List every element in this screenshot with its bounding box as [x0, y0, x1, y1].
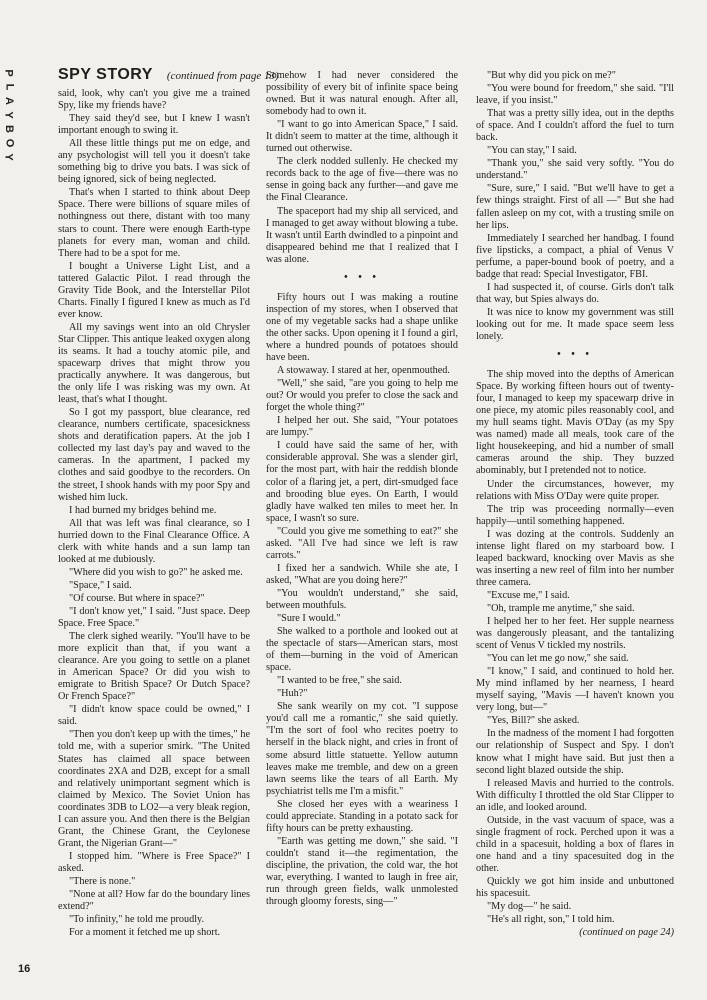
paragraph: "I don't know yet," I said. "Just space. Deep Space. Free Space.": [58, 605, 250, 630]
paragraph: "Well," she said, "are you going to help me out? Or would you prefer to close the sack and forget the whole thing?": [266, 378, 458, 414]
paragraph: She closed her eyes with a weariness I could appreciate. Standing in a potato sack for fifty hours can be pretty exhausting.: [266, 798, 458, 834]
paragraph: The clerk sighed wearily. "You'll have to be more explicit than that, if you want a clearance. Are you going to settle on a planet in American Space? Or did you wish to emigrate to British Space? Or Dutch Space? Or French Space?": [58, 631, 250, 703]
paragraph: "Could you give me something to eat?" she asked. "All I've had since we left is raw carrots.": [266, 525, 458, 561]
paragraph: "Thank you," she said very softly. "You do understand.": [476, 158, 674, 182]
paragraph: "Sure, sure," I said. "But we'll have to get a few things straight. First of all —" But she had fallen asleep on my cot, with a trusting smile on her lips.: [476, 183, 674, 231]
paragraph: "I didn't know space could be owned," I said.: [58, 704, 250, 728]
magazine-letter: Y: [3, 111, 15, 119]
text-column-2: [266, 70, 458, 909]
text-column-1: [58, 88, 250, 940]
paragraph: I helped her to her feet. Her supple nearness was dangerously pleasant, and the tantalizing scent of Venus V tickled my nostrils.: [476, 616, 674, 652]
paragraph: "To infinity," he told me proudly.: [69, 914, 205, 926]
paragraph: All these little things put me on edge, and any psychologist will tell you it doesn't take something big to drive you bats. I was sick of being ignored, sick of being neglected.: [58, 138, 250, 186]
paragraph: "You were bound for freedom," she said. "I'll leave, if you insist.": [476, 83, 674, 107]
paragraph: For a moment it fetched me up short.: [69, 927, 221, 939]
paragraph: "I wanted to be free," she said.: [277, 675, 402, 687]
paragraph: "You can let me go now," she said.: [487, 653, 629, 665]
paragraph: "Where did you wish to go?" he asked me.: [69, 566, 243, 578]
paragraph: The trip was proceeding normally—even happily—until something happened.: [476, 503, 674, 527]
magazine-letter: Y: [3, 153, 15, 161]
paragraph: A stowaway. I stared at her, openmouthed.: [277, 365, 450, 377]
magazine-letter: O: [3, 138, 15, 148]
continued-from-note: (continued from page 13): [166, 70, 279, 82]
paragraph: So I got my passport, blue clearance, red clearance, numbers certificate, spacesickness shots and deratification papers. At the job I collected my last day's pay and waved to the cameras. In the apartment, I packed my clothes and said goodbye to the recorders. On the street, I shook hands with my poor Spy and wished him luck.: [58, 407, 250, 503]
page-number: 16: [18, 963, 31, 975]
magazine-name-vertical: [2, 66, 16, 164]
paragraph: "Yes, Bill?" she asked.: [487, 715, 580, 727]
paragraph: Under the circumstances, however, my relations with Miss O'Day were quite proper.: [476, 478, 674, 502]
text-column-3: [476, 70, 674, 940]
paragraph: I could have said the same of her, with considerable approval. She was a slender girl, for the most part, with hair the reddish blonde color of a flaring jet, a pert, dirt-smudged face and brooding blue eyes. On Earth, I would gladly have walked ten miles to meet her. In space, I wasn't so sure.: [266, 440, 458, 524]
paragraph: Fifty hours out I was making a routine inspection of my stores, when I observed that one of my vegetable sacks had a shape unlike the other sacks. Upon opening it I found a girl, where a hundred pounds of potatoes should have been.: [266, 291, 458, 364]
paragraph: I helped her out. She said, "Your potatoes are lumpy.": [266, 415, 458, 439]
paragraph: That was a pretty silly idea, out in the depths of space. And I couldn't afford the fuel to turn back.: [476, 108, 674, 144]
paragraph: "None at all? How far do the boundary lines extend?": [58, 889, 250, 913]
paragraph: I bought a Universe Light List, and a tattered Galactic Pilot. I read through the Gravity Tide Book, and the Interstellar Pilot Charts. Finally I figured I knew as much as I'd ever know.: [58, 260, 250, 320]
paragraph: Outside, in the vast vacuum of space, was a single fragment of rock. Perched upon it was a child in a spacesuit, holding a box of flares in one hand and a tiny spacesuited dog in the other.: [476, 814, 674, 874]
paragraph: That's when I started to think about Deep Space. There were billions of square miles of nothingness out there, distant with too many stars to count. There were enough Earth-type planets for every man, woman and child. There had to be a spot for me.: [58, 187, 250, 259]
paragraph: The clerk nodded sullenly. He checked my records back to the age of five—there was no sense in going back any further—and gave me the Final Clearance.: [266, 156, 458, 204]
paragraph: All my savings went into an old Chrysler Star Clipper. This antique leaked oxygen along its seams. It had a touchy atomic pile, and spacewarp drives that might throw you practically anywhere. It was dangerous, but the only life I was risking was my own. At least, that's what I thought.: [58, 321, 250, 406]
paragraph: The ship moved into the depths of American Space. By working fifteen hours out of twenty-four, I managed to keep my spacewarp drive in one piece, my atomic piles reasonably cool, and my hull seams tight. Mavis O'Day (as my Spy was named) made all meals, took care of the light housekeeping, and hid a number of small cameras around the ship. They buzzed abominably, but I pretended not to notice.: [476, 369, 674, 477]
paragraph: "But why did you pick on me?": [487, 70, 616, 81]
paragraph: I stopped him. "Where is Free Space?" I asked.: [58, 850, 250, 874]
paragraph: "Sure I would.": [277, 613, 341, 625]
paragraph: "Huh?": [277, 688, 308, 700]
paragraph: They said they'd see, but I knew I wasn't important enough to swing it.: [58, 113, 250, 137]
paragraph: The spaceport had my ship all serviced, and I managed to get away without blowing a tube. It wasn't until Earth dwindled to a pinpoint and disappeared behind me that I realized that I was alone.: [266, 205, 458, 265]
paragraph: "Then you don't keep up with the times," he told me, with a superior smirk. "The United States has claimed all space between coordinates 2XA and D2B, except for a small and relatively unimportant segment which is claimed by Mexico. The Soviet Union has coordinates 3DB to LO2—a very bleak region, I can assure you. And then there is the Belgian Grant, the Chinese Grant, the Ceylonese Grant, the Nigerian Grant—": [58, 729, 250, 849]
paragraph: Somehow I had never considered the possibility of every bit of infinite space being owned. But it was natural enough. After all, somebody had to own it.: [266, 70, 458, 118]
paragraph: "Oh, trample me anytime," she said.: [487, 602, 635, 614]
paragraph: It was nice to know my government was still looking out for me. It made space seem less lonely.: [476, 306, 674, 342]
section-break: • • •: [557, 349, 593, 361]
paragraph: Immediately I searched her handbag. I found five lipsticks, a compact, a phial of Venus V perfume, a paper-bound book of poetry, and a badge that read: Special Investigator, FBI.: [476, 232, 674, 280]
paragraph: She walked to a porthole and looked out at the spectacle of stars—American stars, most of them—burning in the void of American space.: [266, 626, 458, 674]
paragraph: "You wouldn't understand," she said, between mouthfuls.: [266, 587, 458, 611]
paragraph: "Of course. But where in space?": [69, 592, 205, 604]
paragraph: (continued on page 24): [579, 927, 674, 939]
paragraph: "I want to go into American Space," I said. It didn't seem to matter at the time, although it turned out otherwise.: [266, 119, 458, 155]
magazine-letter: B: [2, 125, 15, 133]
paragraph: "Space," I said.: [69, 579, 132, 591]
magazine-letter: P: [3, 69, 15, 77]
paragraph: I released Mavis and hurried to the controls. With difficulty I throttled the old Star Clipper to an idle, and looked around.: [476, 777, 674, 813]
paragraph: I had burned my bridges behind me.: [69, 504, 217, 516]
section-break: • • •: [344, 271, 380, 283]
paragraph: "I know," I said, and continued to hold her. My mind inflamed by her nearness, I heard myself saying, "Mavis —I haven't known you very long, but—": [476, 666, 674, 714]
paragraph: I fixed her a sandwich. While she ate, I asked, "What are you doing here?": [266, 562, 458, 586]
paragraph: She sank wearily on my cot. "I suppose you'd call me a romantic," she said quietly. "I'm the sort of fool who recites poetry to herself in the black night, and cries in front of some absurd little statuette. Yellow autumn leaves make me tremble, and dew on a green lawn seems like the tears of all Earth. My psychiatrist tells me I'm a misfit.": [266, 701, 458, 797]
paragraph: "Earth was getting me down," she said. "I couldn't stand it—the regimentation, the discipline, the privation, the cold war, the hot war, everything. I wanted to laugh in free air, run through green fields, walk unmolested through gloomy forests, sing—": [266, 835, 458, 908]
paragraph: "You can stay," I said.: [487, 145, 577, 157]
paragraph: "There is none.": [69, 876, 136, 887]
paragraph: "He's all right, son," I told him.: [487, 914, 615, 926]
paragraph: Quickly we got him inside and unbuttoned his spacesuit.: [476, 876, 674, 900]
paragraph: I was dozing at the controls. Suddenly an intense light flared on my starboard bow. I leaped backward, knocking over Mavis as she was inserting a new reel of film into her number three camera.: [476, 528, 674, 588]
magazine-letter: L: [2, 83, 15, 91]
magazine-letter: A: [2, 97, 15, 105]
article-title: SPY STORY: [58, 66, 153, 83]
paragraph: "My dog—" he said.: [487, 901, 572, 913]
paragraph: I had suspected it, of course. Girls don't talk that way, but Spies always do.: [476, 281, 674, 305]
paragraph: In the madness of the moment I had forgotten our relationship of Suspect and Spy. I don't know what I might have said. But just then a second light blazed outside the ship.: [476, 728, 674, 776]
paragraph: said, look, why can't you give me a trained Spy, like my friends have?: [58, 88, 250, 112]
paragraph: All that was left was final clearance, so I hurried down to the Final Clearance Office. A clerk with white hands and a sun lamp tan looked at me dubiously.: [58, 517, 250, 565]
paragraph: "Excuse me," I said.: [487, 589, 570, 601]
